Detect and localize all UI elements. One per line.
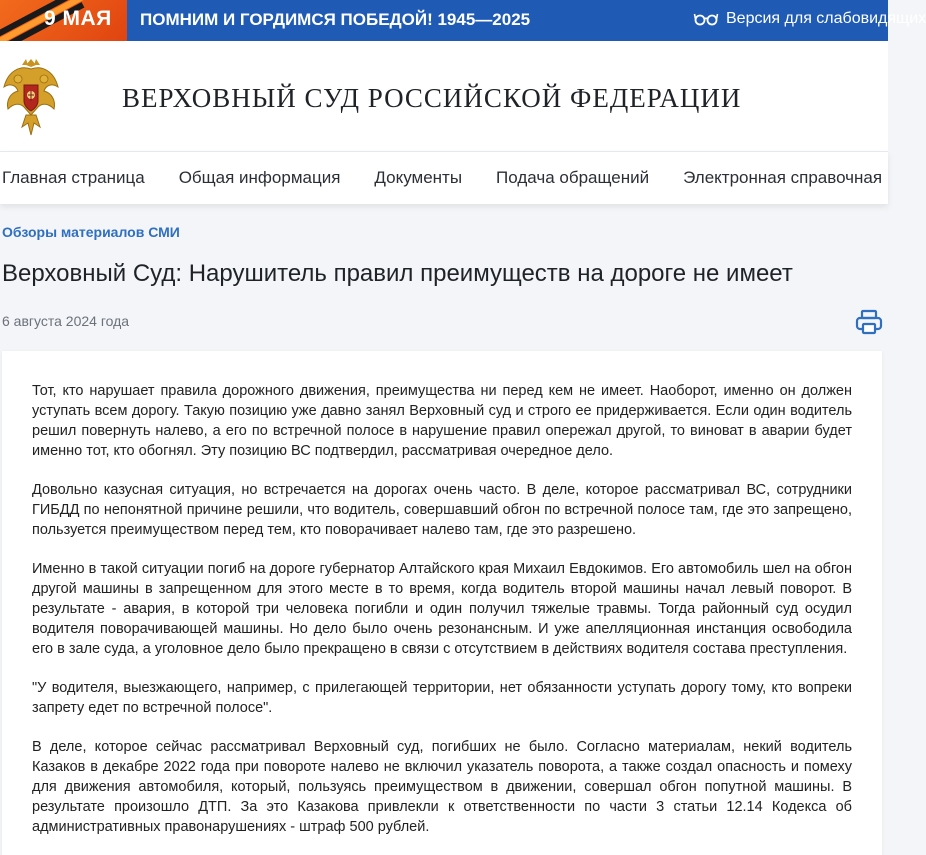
accessibility-version-label: Версия для слабовидящих	[726, 10, 926, 27]
st-george-ribbon-badge	[0, 0, 127, 41]
nav-item-home[interactable]: Главная страница	[2, 168, 145, 187]
glasses-icon	[694, 12, 718, 26]
article-body	[2, 351, 882, 855]
victory-day-banner[interactable]	[0, 0, 926, 41]
site-header	[0, 41, 888, 151]
nav-item-appeals[interactable]: Подача обращений	[496, 168, 650, 187]
main-navigation	[0, 151, 888, 204]
nav-item-general-info[interactable]: Общая информация	[178, 168, 341, 187]
article-quote: "У водителя, выезжающего, например, с прилегающей территории, нет обязанности уступать дорогу тому, кто вопреки запрету едет по встречной полосе".	[32, 680, 852, 716]
printer-icon[interactable]	[855, 309, 883, 335]
article-paragraph: Именно в такой ситуации погиб на дороге губернатор Алтайского края Михаил Евдокимов. Его автомобиль шел на обгон другой машины в запрещенном для этого месте в то время, когда водитель второй машины начал левый поворот. В результате - авария, в которой три человека погибли и один получил тяжелые травмы. Тогда районный суд осудил водителя поворачивающей машины. Но дело было очень резонансным. И уже апелляционная инстанция освободила его в зале суда, а уголовное дело было прекращено в связи с отсутствием в действиях водителя состава преступления.	[32, 561, 852, 657]
article-paragraph: В деле, которое сейчас рассматривал Верховный суд, погибших не было. Согласно материалам, некий водитель Казаков в декабре 2022 года при повороте налево не включил указатель поворота, а также создал опасность и помеху для движения автомобиля, который, пользуясь преимуществом в движении, совершал обгон попутной машины. В результате произошло ДТП. За это Казакова привлекли к ответственности по части 3 статьи 12.14 Кодекса об административных правонарушениях - штраф 500 рублей.	[32, 739, 852, 835]
article-paragraph: Довольно казусная ситуация, но встречается на дорогах очень часто. В деле, которое рассматривал ВС, сотрудники ГИБДД по непонятной причине решили, что водитель, совершавший обгон по встречной полосе там, где это запрещено, пользуется преимуществом перед тем, кто поворачивает налево там, где это разрешено.	[32, 482, 852, 538]
accessibility-version-link[interactable]	[694, 10, 926, 28]
article-paragraph: Тот, кто нарушает правила дорожного движения, преимущества ни перед кем не имеет. Наоборот, именно он должен уступать всем дорогу. Такую позицию уже давно занял Верховный суд и строго ее придерживается. Если один водитель решил повернуть налево, а его по встречной полосе в нарушение правил опережал другой, то виноват в аварии будет именно тот, кто обогнял. Эту позицию ВС подтвердил, рассматривая очередное дело.	[32, 383, 852, 459]
nav-item-documents[interactable]: Документы	[374, 168, 463, 187]
site-title[interactable]: ВЕРХОВНЫЙ СУД РОССИЙСКОЙ ФЕДЕРАЦИИ	[122, 83, 742, 113]
article-title: Верховный Суд: Нарушитель правил преимуществ на дороге не имеет	[2, 260, 793, 287]
nav-item-e-reference[interactable]: Электронная справочная	[683, 168, 883, 187]
breadcrumb-media-reviews[interactable]: Обзоры материалов СМИ	[2, 224, 180, 240]
article-date: 6 августа 2024 года	[2, 313, 130, 329]
banner-slogan[interactable]: ПОМНИМ И ГОРДИМСЯ ПОБЕДОЙ! 1945—2025	[140, 10, 531, 29]
coat-of-arms-emblem[interactable]	[2, 55, 60, 139]
badge-date: 9 МАЯ	[44, 7, 112, 30]
